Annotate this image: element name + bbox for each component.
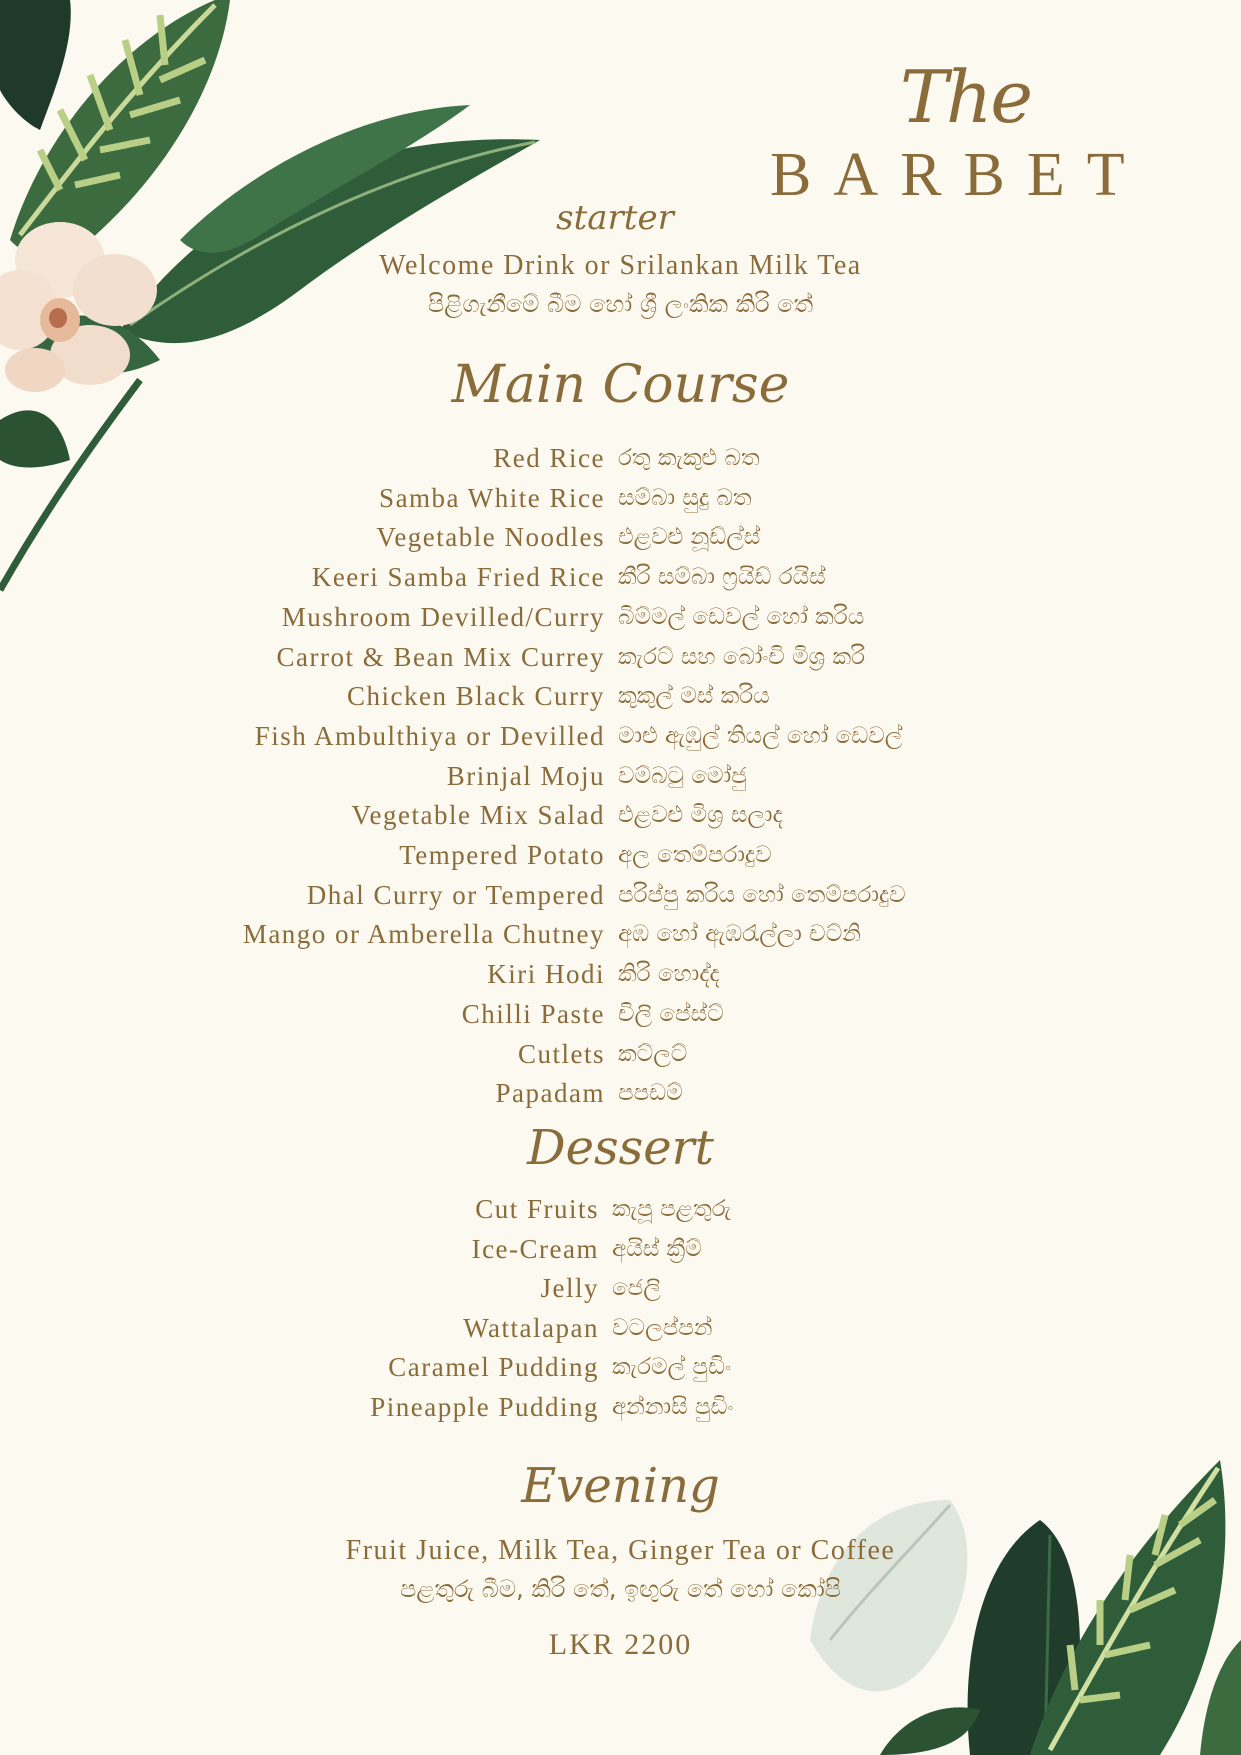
menu-item-english: Samba White Rice (379, 482, 605, 513)
menu-item-english: Brinjal Moju (446, 760, 605, 791)
brand-name: BARBET (770, 141, 1147, 209)
menu-item-english: Jelly (540, 1273, 599, 1304)
menu-item-row (0, 1392, 1241, 1432)
menu-item-sinhala: අල තෙම්පරාදුව (618, 842, 772, 868)
menu-item-english: Wattalapan (463, 1312, 599, 1343)
menu-item-sinhala: අන්නාසි පුඩිං (612, 1394, 734, 1420)
price: LKR 2200 (548, 1628, 693, 1661)
menu-item-sinhala: වටලප්පන් (612, 1314, 713, 1341)
menu-item-english: Mushroom Devilled/Curry (281, 601, 605, 632)
menu-item-row (0, 1194, 1241, 1234)
menu-item-sinhala: කට්ලට් (618, 1040, 688, 1067)
menu-item-english: Caramel Pudding (388, 1352, 599, 1383)
menu-item-sinhala: කැරමල් පුඩිං (612, 1354, 731, 1381)
menu-item-english: Tempered Potato (399, 840, 605, 870)
menu-item-row (0, 761, 1241, 801)
starter-heading: starter (556, 198, 674, 238)
menu-item-row (0, 681, 1241, 721)
menu-item-english: Carrot & Bean Mix Currey (276, 641, 605, 672)
evening-heading: Evening (521, 1458, 720, 1514)
evening-line-en: Fruit Juice, Milk Tea, Ginger Tea or Coffee (345, 1535, 896, 1566)
dessert-heading: Dessert (527, 1120, 714, 1176)
menu-item-sinhala: මාළු ඇඹුල් තියල් හෝ ඩෙවල් (618, 722, 903, 749)
menu-item-row (0, 562, 1241, 602)
menu-item-english: Vegetable Mix Salad (351, 800, 605, 831)
menu-item-sinhala: වම්බටු මෝජු (618, 762, 747, 789)
menu-item-row (0, 1313, 1241, 1353)
menu-item-english: Chilli Paste (461, 998, 605, 1029)
menu-item-row (0, 919, 1241, 959)
menu-item-sinhala: එළවළු මිශ්‍ර සලාද (618, 802, 783, 829)
menu-item-sinhala: කැරට් සහ බෝංචි මිශ්‍ර කරි (618, 643, 866, 670)
menu-item-sinhala: කැපූ පළතුරු (612, 1196, 731, 1222)
menu-item-row (0, 721, 1241, 761)
main-course-heading: Main Course (451, 355, 790, 415)
menu-item-row (0, 642, 1241, 682)
menu-item-row (0, 880, 1241, 920)
menu-item-sinhala: රතු කැකුළු බත (618, 445, 760, 471)
menu-item-sinhala: කුකුල් මස් කරිය (618, 683, 770, 710)
menu-item-row (0, 1078, 1241, 1118)
menu-item-sinhala: කිරි හොද්ද (618, 961, 720, 988)
menu-item-english: Fish Ambulthiya or Devilled (254, 720, 605, 751)
menu-item-row (0, 999, 1241, 1039)
menu-item-sinhala: කීරි සම්බා ෆ්‍රයිඩ් රයිස් (618, 564, 826, 591)
starter-line-en: Welcome Drink or Srilankan Milk Tea (379, 250, 862, 281)
menu-item-sinhala: පපඩම් (618, 1080, 683, 1107)
menu-item-sinhala: සම්බා සුදු බත (618, 484, 752, 511)
menu-item-row (0, 1039, 1241, 1079)
menu-item-row (0, 443, 1241, 483)
menu-item-sinhala: ජෙලි (612, 1275, 661, 1302)
menu-item-english: Keeri Samba Fried Rice (311, 562, 605, 593)
menu-item-sinhala: චිලි පේස්ට් (618, 1000, 724, 1027)
evening-line-si: පළතුරු බීම, කිරි තේ, ඉඟුරු තේ හෝ කෝපි (399, 1575, 842, 1603)
menu-item-row (0, 1352, 1241, 1392)
menu-item-sinhala: එළවළු නූඩ්ල්ස් (618, 524, 761, 551)
menu-item-english: Pineapple Pudding (370, 1392, 599, 1422)
menu-item-sinhala: අයිස් ක්‍රීම් (612, 1235, 702, 1262)
menu-item-english: Cutlets (517, 1038, 605, 1069)
menu-item-english: Ice-Cream (471, 1233, 599, 1264)
menu-item-row (0, 602, 1241, 642)
menu-item-sinhala: පරිප්පු කරිය හෝ තෙම්පරාදුව (618, 881, 906, 908)
menu-item-english: Red Rice (493, 443, 605, 473)
menu-item-row (0, 1234, 1241, 1274)
menu-item-row (0, 840, 1241, 880)
menu-item-english: Kiri Hodi (487, 959, 605, 990)
starter-line-si: පිළිගැනීමේ බීම හෝ ශ්‍රී ලංකික කිරි තේ (427, 290, 814, 318)
menu-item-english: Dhal Curry or Tempered (306, 879, 605, 910)
menu-item-row (0, 483, 1241, 523)
menu-item-english: Papadam (495, 1078, 605, 1109)
menu-item-row (0, 522, 1241, 562)
menu-item-english: Cut Fruits (475, 1194, 599, 1224)
menu-item-english: Mango or Amberella Chutney (242, 919, 605, 950)
menu-item-sinhala: බිම්මල් ඩෙවල් හෝ කරිය (618, 603, 865, 630)
menu-item-english: Vegetable Noodles (376, 522, 605, 553)
menu-item-sinhala: අඹ හෝ ඇඹරැල්ලා චට්නි (618, 921, 861, 948)
menu-item-row (0, 1273, 1241, 1313)
brand-the: The (900, 55, 1032, 139)
menu-item-english: Chicken Black Curry (347, 681, 605, 712)
menu-item-row (0, 959, 1241, 999)
menu-item-row (0, 800, 1241, 840)
